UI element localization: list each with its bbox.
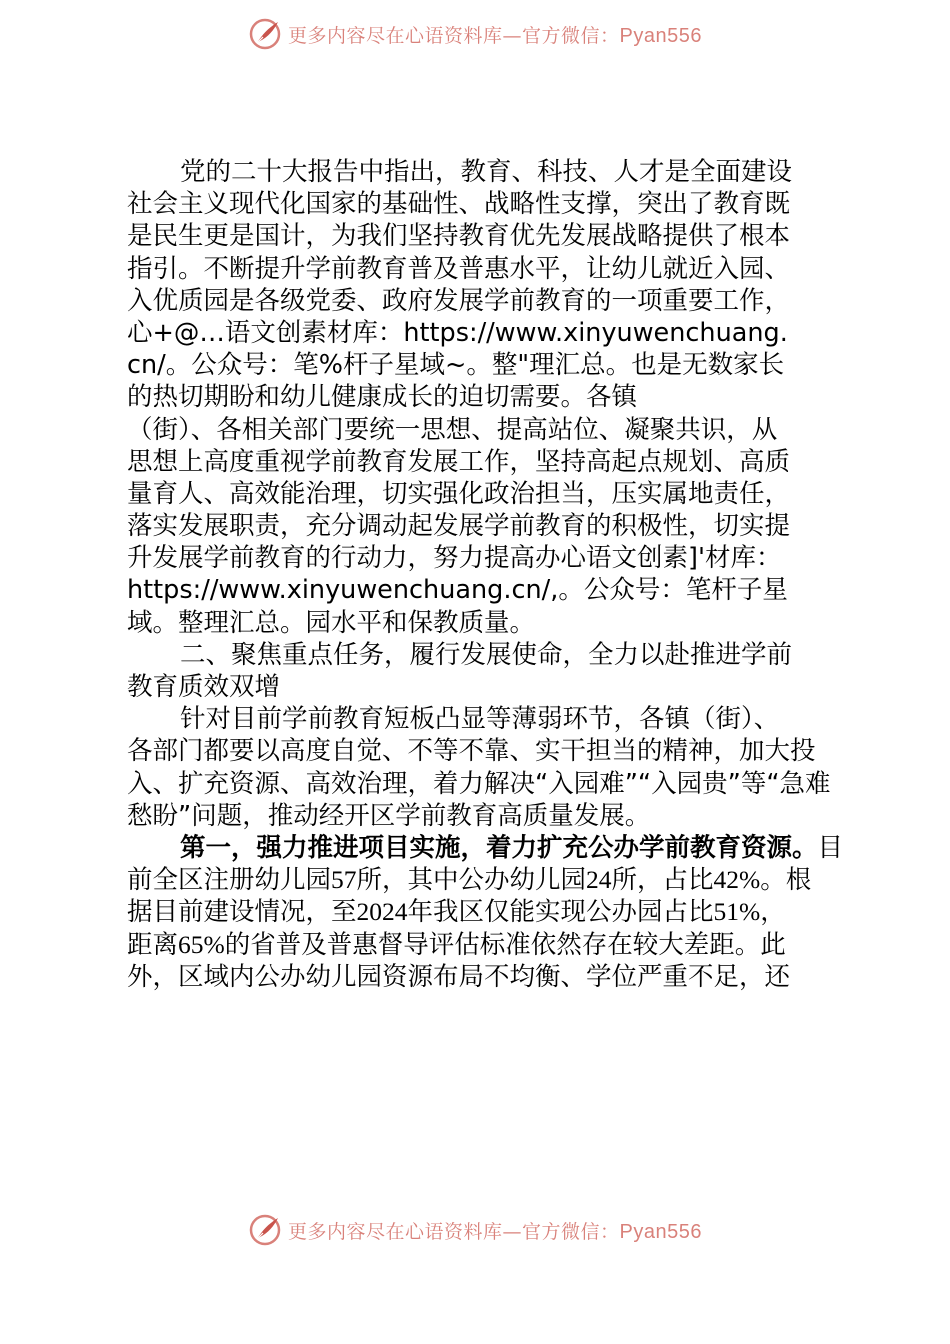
paragraph-line: 党的二十大报告中指出，教育、科技、人才是全面建设	[180, 157, 793, 187]
paragraph-line: 据目前建设情况，至2024年我区仅能实现公办园占比51%，	[127, 897, 786, 928]
watermark-text: 更多内容尽在心语资料库—官方微信：Pyan556	[288, 1220, 702, 1243]
paragraph-line: 愁盼”问题，推动经开区学前教育高质量发展。	[127, 800, 651, 831]
paragraph-line: https://www.xinyuwenchuang.cn/,。公众号：笔杆子星	[127, 575, 788, 606]
paragraph-line: 各部门都要以高度自觉、不等不靠、实干担当的精神，加大投	[127, 736, 816, 767]
document-body	[127, 156, 857, 993]
paragraph-line: 第一，强力推进项目实施，着力扩充公办学前教育资源。目	[180, 832, 844, 863]
quill-circle-icon	[248, 1213, 282, 1247]
paragraph-line: 升发展学前教育的行动力，努力提高办心语文创素]'材库：	[127, 543, 782, 574]
paragraph-line: 是民生更是国计，为我们坚持教育优先发展战略提供了根本	[127, 221, 791, 252]
paragraph-line: cn/。公众号：笔%杆子星域~。整"理汇总。也是无数家长	[127, 350, 785, 381]
footer-watermark	[0, 1210, 950, 1250]
paragraph-line: 落实发展职责，充分调动起发展学前教育的积极性，切实提	[127, 511, 791, 542]
paragraph-line: 域。整理汇总。园水平和保教质量。	[127, 607, 536, 638]
paragraph-line: 量育人、高效能治理，切实强化政治担当，压实属地责任，	[127, 478, 791, 509]
paragraph-line: 心+@…语文创素材库：https://www.xinyuwenchuang.	[127, 317, 788, 348]
quill-circle-icon	[248, 17, 282, 51]
subsection-heading: 第一，强力推进项目实施，着力扩充公办学前教育资源。	[180, 832, 818, 863]
paragraph-line: 针对目前学前教育短板凸显等薄弱环节，各镇（街）、	[180, 704, 780, 735]
paragraph-line: 思想上高度重视学前教育发展工作，坚持高起点规划、高质	[127, 446, 791, 477]
header-watermark	[0, 14, 950, 54]
watermark-text: 更多内容尽在心语资料库—官方微信：Pyan556	[288, 24, 702, 47]
paragraph-line: 入、扩充资源、高效治理，着力解决“入园难”“入园贵”等“急难	[127, 768, 831, 799]
paragraph-line: 指引。不断提升学前教育普及普惠水平，让幼儿就近入园、	[127, 253, 791, 284]
paragraph-line: 距离65%的省普及普惠督导评估标准依然存在较大差距。此	[127, 929, 786, 960]
section-heading-line: 教育质效双增	[127, 672, 281, 702]
paragraph-line: 外，区域内公办幼儿园资源布局不均衡、学位严重不足，还	[127, 961, 791, 992]
section-heading-line: 二、聚焦重点任务，履行发展使命，全力以赴推进学前	[180, 639, 793, 670]
paragraph-line: 社会主义现代化国家的基础性、战略性支撑，突出了教育既	[127, 189, 791, 220]
paragraph-line: 入优质园是各级党委、政府发展学前教育的一项重要工作，	[127, 285, 791, 316]
paragraph-line: 前全区注册幼儿园57所，其中公办幼儿园24所，占比42%。根	[127, 865, 812, 896]
paragraph-line: （街）、各相关部门要统一思想、提高站位、凝聚共识，从	[127, 414, 778, 445]
paragraph-line: 的热切期盼和幼儿健康成长的迫切需要。各镇	[127, 382, 638, 413]
